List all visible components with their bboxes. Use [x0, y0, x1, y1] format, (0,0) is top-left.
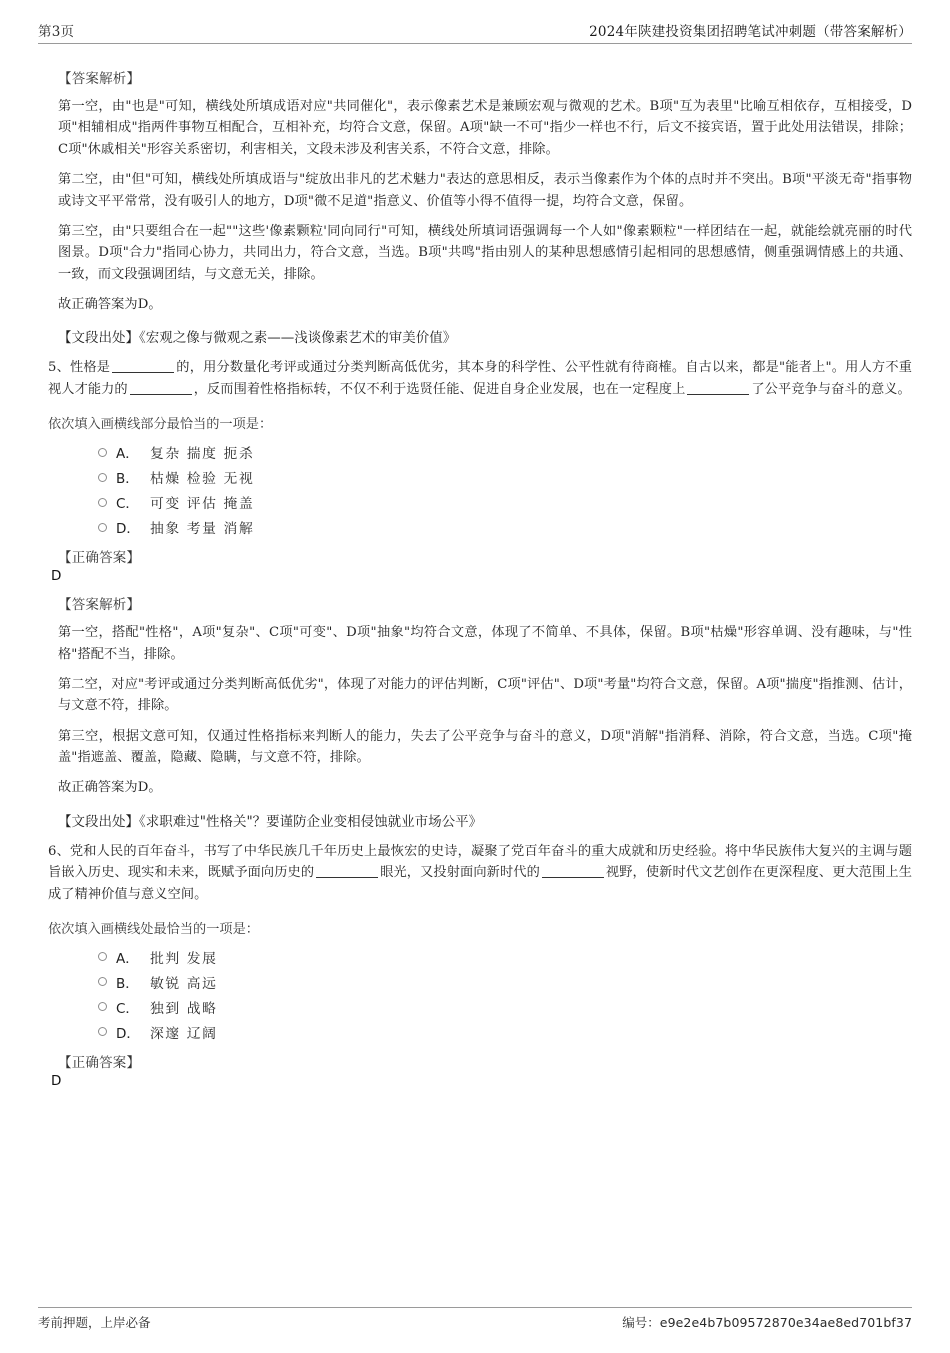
- q6-blank-2: [542, 877, 604, 878]
- q4-source-text: 《宏观之像与微观之素——浅谈像素艺术的审美价值》: [139, 330, 457, 347]
- page-content: [38, 44, 912, 1089]
- q6-option-d[interactable]: [98, 1022, 912, 1042]
- q6-stem-part3: 视野，使新时代文艺创作在更深程度、更大范围上生成了精神价值与意义空间。: [48, 865, 912, 902]
- q6-option-a-text: 批判 发展: [150, 950, 218, 967]
- radio-button-icon[interactable]: [98, 498, 107, 507]
- q5-option-b-text: 枯燥 检验 无视: [150, 471, 255, 488]
- q6-prompt: 依次填入画横线处最恰当的一项是：: [48, 921, 259, 937]
- q5-analysis-label: 【答案解析】: [58, 597, 141, 614]
- radio-button-icon[interactable]: [98, 952, 107, 961]
- q5-source-line: [58, 810, 912, 830]
- page-header: [38, 8, 912, 44]
- q5-options: [38, 442, 912, 537]
- q5-blank-3: [687, 394, 749, 395]
- q5-option-c[interactable]: [98, 492, 912, 512]
- q6-blank-1: [316, 877, 378, 878]
- footer-code-value: e9e2e4b7b09572870e34ae8ed701bf37: [659, 1315, 912, 1330]
- q6-stem-part2: 眼光，又投射面向新时代的: [380, 865, 540, 881]
- q5-option-d-text: 抽象 考量 消解: [150, 521, 255, 538]
- radio-button-icon[interactable]: [98, 1002, 107, 1011]
- document-page: [0, 8, 950, 1353]
- q6-option-b-key: B．: [116, 975, 139, 992]
- q6-option-a-key: A．: [116, 950, 139, 967]
- radio-button-icon[interactable]: [98, 448, 107, 457]
- q6-option-c-key: C．: [116, 1000, 139, 1017]
- q4-source-line: [58, 326, 912, 346]
- q6-option-d-text: 深邃 辽阔: [150, 1025, 218, 1042]
- q4-source-label: 【文段出处】: [58, 330, 139, 347]
- q5-option-c-key: C．: [116, 496, 139, 513]
- q6-options: [38, 947, 912, 1042]
- q6-option-b[interactable]: [98, 972, 912, 992]
- q5-blank-1: [112, 372, 174, 373]
- q5-analysis-blank2: 第二空，对应"考评或通过分类判断高低优劣"，体现了对能力的评估判断，C项"评估"、D项"考量"均符合文意，保留。A项"揣度"指推测、估计，与文意不符，排除。: [58, 676, 912, 714]
- q5-blank-2: [130, 394, 192, 395]
- page-number-label: 第3页: [38, 24, 75, 40]
- q5-stem-part1: 5、性格是: [48, 360, 111, 376]
- document-title: 2024年陕建投资集团招聘笔试冲刺题（带答案解析）: [589, 24, 912, 40]
- radio-button-icon[interactable]: [98, 523, 107, 532]
- q6-correct-answer-value: D: [51, 1072, 62, 1089]
- q6-option-c[interactable]: [98, 997, 912, 1017]
- q4-analysis-blank1: 第一空，由"也是"可知，横线处所填成语对应"共同催化"，表示像素艺术是兼顾宏观与微观的艺术。B项"互为表里"比喻互相依存，互相接受，D项"相辅相成"指两件事物互相配合，互相补充，均符合文意，保留。A项"缺一不可"指少一样也不行，后文不接宾语，置于此处用法错误，排除；C项"休戚相关"形容关系密切，利害相关，文段未涉及利害关系，不符合文意，排除。: [58, 99, 912, 157]
- q5-option-a-text: 复杂 揣度 扼杀: [150, 446, 255, 463]
- q6-option-c-text: 独到 战略: [150, 1000, 218, 1017]
- q5-stem-part3: ，反而围着性格指标转，不仅不利于选贤任能、促进自身企业发展，也在一定程度上: [193, 381, 686, 397]
- q5-option-d-key: D．: [116, 521, 140, 538]
- question-5-stem: [48, 357, 912, 400]
- q5-option-b[interactable]: [98, 467, 912, 487]
- q5-option-b-key: B．: [116, 471, 139, 488]
- q5-source-text: 《求职难过"性格关"？要谨防企业变相侵蚀就业市场公平》: [139, 813, 483, 830]
- q5-option-d[interactable]: [98, 517, 912, 537]
- q6-option-b-text: 敏锐 高远: [150, 975, 218, 992]
- footer-slogan: 考前押题，上岸必备: [38, 1315, 151, 1330]
- q5-option-a[interactable]: [98, 442, 912, 462]
- question-6-stem: [48, 841, 912, 905]
- q4-analysis-blank2: 第二空，由"但"可知，横线处所填成语与"绽放出非凡的艺术魅力"表达的意思相反，表示当像素作为个体的点时并不突出。B项"平淡无奇"指事物或诗文平平常常，没有吸引人的地方，D项"微不足道"指意义、价值等小得不值得一提，均符合文意，保留。: [58, 172, 912, 209]
- footer-code-label: 编号：: [622, 1315, 660, 1330]
- q5-analysis-blank1: 第一空，搭配"性格"，A项"复杂"、C项"可变"、D项"抽象"均符合文意，体现了不简单、不具体，保留。B项"枯燥"形容单调、没有趣味，与"性格"搭配不当，排除。: [58, 625, 912, 662]
- q6-option-d-key: D．: [116, 1025, 140, 1042]
- q5-option-c-text: 可变 评估 掩盖: [150, 496, 255, 513]
- q5-correct-answer-value: D: [51, 568, 62, 585]
- footer-code: [622, 1313, 912, 1331]
- q6-stem-part1: 6、党和人民的百年奋斗，书写了中华民族几千年历史上最恢宏的史诗，凝聚了党百年奋斗的重大成就和历史经验。将中华民族伟大复兴的主调与题旨嵌入历史、现实和未来，既赋予面向历史的: [48, 843, 912, 881]
- q5-analysis-blank3: 第三空，根据文意可知，仅通过性格指标来判断人的能力，失去了公平竞争与奋斗的意义，D项"消解"指消释、消除，符合文意，当选。C项"掩盖"指遮盖、覆盖，隐藏、隐瞒，与文意不符，排除。: [58, 728, 912, 765]
- page-footer: [38, 1307, 912, 1331]
- radio-button-icon[interactable]: [98, 473, 107, 482]
- radio-button-icon[interactable]: [98, 977, 107, 986]
- q6-correct-answer-label: 【正确答案】: [58, 1054, 141, 1071]
- q5-source-label: 【文段出处】: [58, 813, 139, 830]
- q4-analysis-blank3: 第三空，由"只要组合在一起""这些'像素颗粒'同向同行"可知，横线处所填词语强调每一个人如"像素颗粒"一样团结在一起，就能绘就亮丽的时代图景。D项"合力"指同心协力，共同出力，符合文意，当选。B项"共鸣"指由别人的某种思想感情引起相同的思想感情，侧重强调情感上的共通、一致，而文段强调团结，与文意无关，排除。: [58, 223, 912, 282]
- q5-option-a-key: A．: [116, 446, 139, 463]
- q4-analysis-label: 【答案解析】: [58, 71, 141, 87]
- q6-option-a[interactable]: [98, 947, 912, 967]
- q5-analysis-conclusion: 故正确答案为D。: [58, 780, 162, 796]
- radio-button-icon[interactable]: [98, 1027, 107, 1036]
- q4-analysis-conclusion: 故正确答案为D。: [58, 297, 162, 312]
- q5-stem-part2: 的，用分数量化考评或通过分类判断高低优劣，其本身的科学性、公平性就有待商榷。自古以来，都是"能者上"。用人方不重视人才能力的: [48, 360, 913, 397]
- q5-prompt: 依次填入画横线部分最恰当的一项是：: [48, 417, 273, 433]
- q5-correct-answer-label: 【正确答案】: [58, 550, 141, 567]
- q5-stem-part4: 了公平竞争与奋斗的意义。: [751, 381, 911, 397]
